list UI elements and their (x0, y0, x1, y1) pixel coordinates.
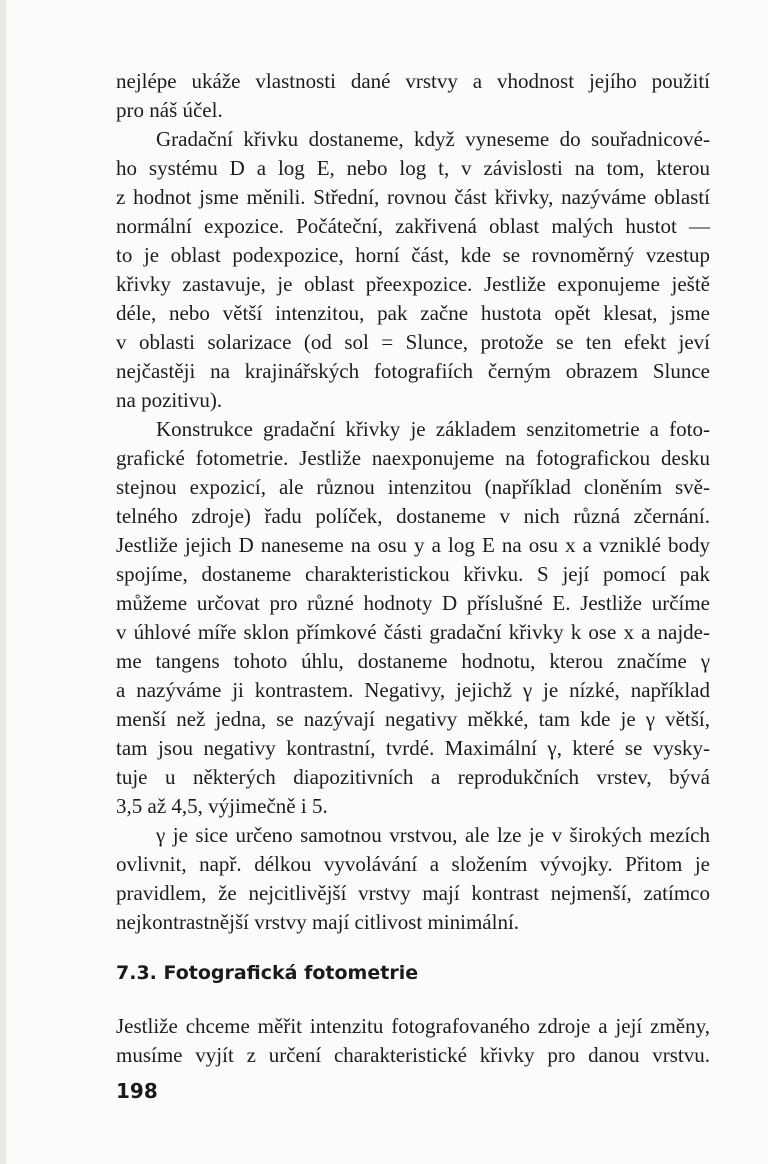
text-line: tuje u některých diapozitivních a reprodukčních vrstev, bývá (116, 765, 710, 789)
text-line: můžeme určovat pro různé hodnoty D příslušné E. Jestliže určíme (116, 591, 710, 615)
text-line: na pozitivu). (116, 388, 223, 412)
text-line: 3,5 až 4,5, výjimečně i 5. (116, 794, 328, 818)
text-line: musíme vyjít z určení charakteristické křivky pro danou vrstvu. (116, 1043, 710, 1067)
text-line: Konstrukce gradační křivky je základem senzitometrie a foto- (156, 417, 710, 441)
text-line: spojíme, dostaneme charakteristickou křivku. S její pomocí pak (116, 562, 710, 586)
text-line: telného zdroje) řadu políček, dostaneme v nich různá zčernání. (116, 504, 710, 528)
text-line: normální expozice. Počáteční, zakřivená oblast malých hustot — (116, 214, 710, 238)
text-line: pravidlem, že nejcitlivější vrstvy mají kontrast nejmenší, zatímco (116, 881, 710, 905)
text-line: menší než jedna, se nazývají negativy měkké, tam kde je γ větší, (116, 707, 710, 731)
section-heading: 7.3. Fotografická fotometrie (116, 962, 419, 984)
text-line: to je oblast podexpozice, horní část, kde se rovnoměrný vzestup (116, 243, 710, 267)
text-line: a nazýváme ji kontrastem. Negativy, jejichž γ je nízké, například (116, 678, 710, 702)
text-line: nejkontrastnější vrstvy mají citlivost minimální. (116, 910, 520, 934)
text-line: déle, nebo větší intenzitou, pak začne hustota opět klesat, jsme (116, 301, 710, 325)
text-line: stejnou expozicí, ale různou intenzitou (například cloněním svě- (116, 475, 710, 499)
text-line: nejčastěji na krajinářských fotografiích černým obrazem Slunce (116, 359, 710, 383)
text-line: me tangens tohoto úhlu, dostaneme hodnotu, kterou značíme γ (116, 649, 710, 673)
text-line: Jestliže chceme měřit intenzitu fotografovaného zdroje a její změny, (116, 1014, 710, 1038)
text-line: v oblasti solarizace (od sol = Slunce, protože se ten efekt jeví (116, 330, 710, 354)
text-line: nejlépe ukáže vlastnosti dané vrstvy a vhodnost jejího použití (116, 69, 710, 93)
text-line: v úhlové míře sklon přímkové části gradační křivky k ose x a najde- (116, 620, 710, 644)
text-line: grafické fotometrie. Jestliže naexponujeme na fotografickou desku (116, 446, 710, 470)
text-line: γ je sice určeno samotnou vrstvou, ale lze je v širokých mezích (156, 823, 710, 847)
text-line: z hodnot jsme měnili. Střední, rovnou část křivky, nazýváme oblastí (116, 185, 710, 209)
text-line: ho systému D a log E, nebo log t, v závislosti na tom, kterou (116, 156, 710, 180)
text-line: ovlivnit, např. délkou vyvolávání a složením vývojky. Přitom je (116, 852, 710, 876)
text-line: tam jsou negativy kontrastní, tvrdé. Maximální γ, které se vysky- (116, 736, 710, 760)
page-number: 198 (116, 1079, 158, 1103)
page-edge-shadow (0, 0, 6, 1164)
text-line: Jestliže jejich D naneseme na osu y a log E na osu x a vzniklé body (116, 533, 710, 557)
text-line: pro náš účel. (116, 98, 223, 122)
text-line: křivky zastavuje, je oblast přeexpozice. Jestliže exponujeme ještě (116, 272, 710, 296)
text-line: Gradační křivku dostaneme, když vyneseme do souřadnicové- (156, 127, 710, 151)
